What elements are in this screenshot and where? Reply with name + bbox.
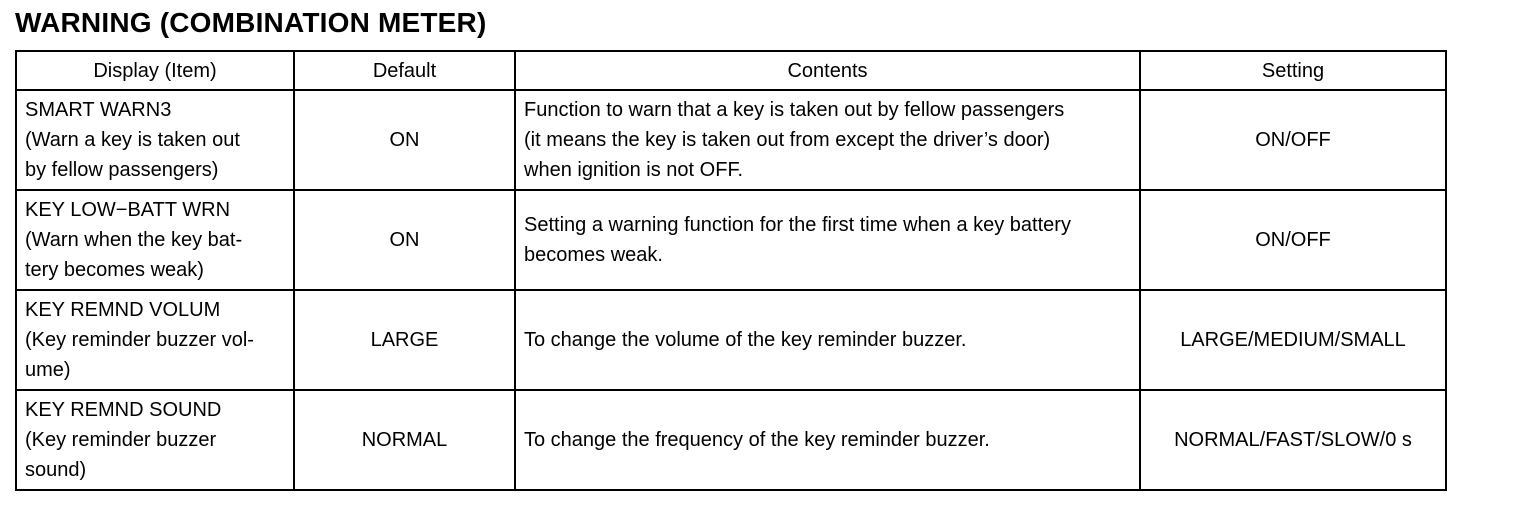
contents-text: when ignition is not OFF. [524,158,743,181]
display-item-description: by fellow passengers) [25,158,219,181]
display-item-description: (Warn a key is taken out [25,128,240,151]
table-row [16,290,1446,390]
display-item-description: (Key reminder buzzer [25,428,217,451]
contents-cell [515,190,1140,290]
contents-text: (it means the key is taken out from except the driver’s door) [524,128,1051,151]
contents-cell [515,290,1140,390]
setting-cell: LARGE/MEDIUM/SMALL [1140,290,1446,390]
display-item-description: ume) [25,358,71,381]
display-item-name: SMART WARN3 [25,98,172,121]
column-header-display-item: Display (Item) [16,51,294,90]
display-item-cell [16,90,294,190]
column-header-setting: Setting [1140,51,1446,90]
display-item-name: KEY REMND VOLUM [25,298,221,321]
display-item-name: KEY REMND SOUND [25,398,222,421]
contents-text: becomes weak. [524,243,663,266]
default-cell: NORMAL [294,390,515,490]
column-header-default: Default [294,51,515,90]
table-row [16,390,1446,490]
setting-cell: ON/OFF [1140,190,1446,290]
display-item-description: tery becomes weak) [25,258,204,281]
setting-cell: NORMAL/FAST/SLOW/0 s [1140,390,1446,490]
default-cell: ON [294,190,515,290]
display-item-name: KEY LOW−BATT WRN [25,198,231,221]
display-item-description: sound) [25,458,87,481]
default-cell: ON [294,90,515,190]
contents-text: To change the volume of the key reminder buzzer. [524,328,967,351]
display-item-cell [16,290,294,390]
setting-cell: ON/OFF [1140,90,1446,190]
display-item-description: (Key reminder buzzer vol- [25,328,254,351]
display-item-description: (Warn when the key bat- [25,228,243,251]
default-cell: LARGE [294,290,515,390]
table-row [16,90,1446,190]
contents-text: Function to warn that a key is taken out by fellow passengers [524,98,1065,121]
table-header-row [16,51,1446,90]
contents-cell [515,90,1140,190]
display-item-cell [16,390,294,490]
table-row [16,190,1446,290]
contents-cell [515,390,1140,490]
column-header-contents: Contents [515,51,1140,90]
contents-text: To change the frequency of the key reminder buzzer. [524,428,990,451]
display-item-cell [16,190,294,290]
page-title: WARNING (COMBINATION METER) [15,7,487,38]
settings-table [15,50,1447,491]
contents-text: Setting a warning function for the first time when a key battery [524,213,1071,236]
